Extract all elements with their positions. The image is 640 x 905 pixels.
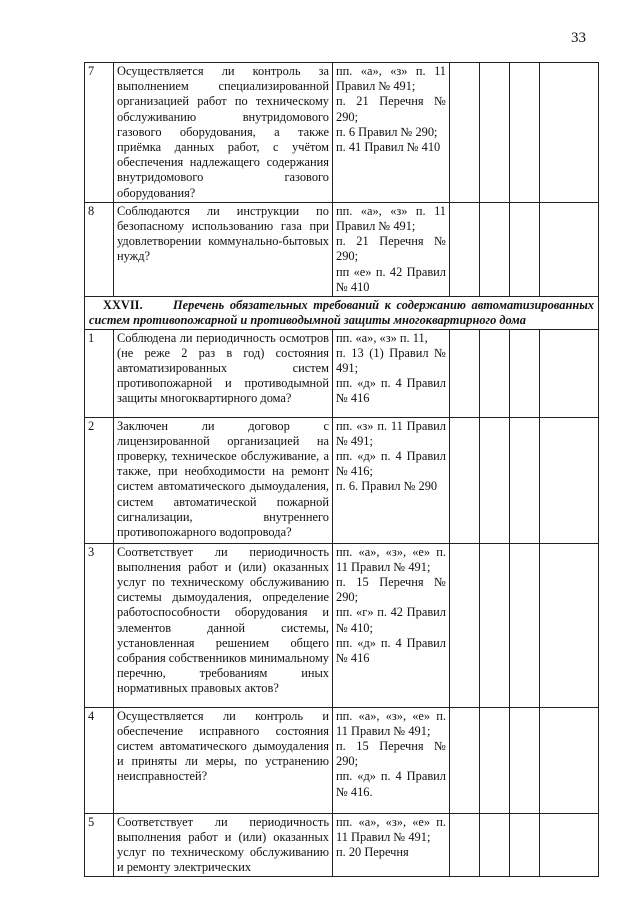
reference-line: пп. «д» п. 4 Правил № 416; — [336, 449, 446, 479]
answer-yes-cell[interactable] — [450, 329, 480, 417]
note-cell[interactable] — [540, 202, 599, 296]
requirement-question: Соответствует ли периодичность выполнения работ и (или) оказанных услуг по техническому обслуживанию системы дымоудаления, определение работоспособности оборудования и элементов данной системы, установленная решением общего собрания собственников минимальному перечню, требованиям иных нормативных правовых актов? — [114, 543, 333, 707]
legal-reference — [333, 813, 450, 877]
answer-yes-cell[interactable] — [450, 417, 480, 543]
note-cell[interactable] — [540, 543, 599, 707]
reference-line: пп. «а», «з», «е» п. 11 Правил № 491; — [336, 544, 446, 574]
requirement-question: Соблюдаются ли инструкции по безопасному использованию газа при удовлетворении коммунально-бытовых нужд? — [114, 202, 333, 296]
answer-no-cell[interactable] — [480, 543, 510, 707]
legal-reference — [333, 543, 450, 707]
reference-line: пп. «д» п. 4 Правил № 416 — [336, 376, 446, 406]
table-row — [85, 813, 599, 877]
row-number: 4 — [85, 707, 114, 813]
legal-reference — [333, 202, 450, 296]
answer-no-cell[interactable] — [480, 329, 510, 417]
legal-reference — [333, 417, 450, 543]
answer-na-cell[interactable] — [510, 329, 540, 417]
reference-line: п. 21 Перечня № 290; — [336, 234, 446, 264]
requirement-question: Соблюдена ли периодичность осмотров (не реже 2 раз в год) состояния автоматизированных систем противопожарной и противодымной защиты многоквартирного дома? — [114, 329, 333, 417]
requirement-question: Заключен ли договор с лицензированной организацией на проверку, техническое обслуживание, а также, при необходимости на ремонт систем автоматического дымоудаления, систем автоматической пожарной сигнализации, внутреннего противопожарного водопровода? — [114, 417, 333, 543]
reference-line: пп. «а», «з», «е» п. 11 Правил № 491; — [336, 814, 446, 844]
row-number: 1 — [85, 329, 114, 417]
answer-yes-cell[interactable] — [450, 63, 480, 203]
legal-reference — [333, 707, 450, 813]
answer-na-cell[interactable] — [510, 813, 540, 877]
answer-yes-cell[interactable] — [450, 707, 480, 813]
row-number: 2 — [85, 417, 114, 543]
table-row — [85, 329, 599, 417]
reference-line: пп. «д» п. 4 Правил № 416 — [336, 635, 446, 666]
table-row — [85, 63, 599, 203]
answer-no-cell[interactable] — [480, 202, 510, 296]
reference-line: пп. «а», «з» п. 11 Правил № 491; — [336, 64, 446, 94]
page-number: 33 — [571, 30, 586, 46]
section-number: XXVII. — [103, 298, 143, 313]
answer-yes-cell[interactable] — [450, 813, 480, 877]
row-number: 5 — [85, 813, 114, 877]
note-cell[interactable] — [540, 707, 599, 813]
requirements-table — [84, 62, 599, 877]
table-row — [85, 417, 599, 543]
table-body-bottom — [85, 329, 599, 877]
reference-line: п. 21 Перечня № 290; — [336, 94, 446, 124]
requirement-question: Осуществляется ли контроль и обеспечение исправного состояния систем автоматического дымоудаления и приняты ли меры, по устранению неисправностей? — [114, 707, 333, 813]
section-title: Перечень обязательных требований к содержанию автоматизированных систем противопожарной и противодымной защиты многоквартирного дома — [89, 298, 594, 327]
reference-line: п. 6 Правил № 290; — [336, 124, 438, 139]
legal-reference — [333, 329, 450, 417]
reference-line: пп. «д» п. 4 Правил № 416. — [336, 769, 446, 799]
note-cell[interactable] — [540, 329, 599, 417]
reference-line: пп. «г» п. 42 Правил № 410; — [336, 605, 446, 635]
table-row — [85, 707, 599, 813]
answer-na-cell[interactable] — [510, 543, 540, 707]
reference-line: п. 6. Правил № 290 — [336, 479, 438, 494]
answer-na-cell[interactable] — [510, 202, 540, 296]
reference-line: пп «е» п. 42 Правил № 410 — [336, 264, 446, 294]
reference-line: п. 20 Перечня — [336, 845, 409, 860]
table-body-top — [85, 63, 599, 297]
row-number: 3 — [85, 543, 114, 707]
reference-line: пп. «а», «з» п. 11, — [336, 330, 428, 345]
reference-line: п. 15 Перечня № 290; — [336, 575, 446, 605]
answer-na-cell[interactable] — [510, 707, 540, 813]
answer-no-cell[interactable] — [480, 707, 510, 813]
requirement-question: Соответствует ли периодичность выполнения работ и (или) оказанных услуг по техническому обслуживанию и ремонту электрических — [114, 813, 333, 877]
answer-no-cell[interactable] — [480, 813, 510, 877]
reference-line: п. 13 (1) Правил № 491; — [336, 345, 446, 376]
section-header-row — [85, 297, 599, 330]
answer-yes-cell[interactable] — [450, 202, 480, 296]
answer-no-cell[interactable] — [480, 63, 510, 203]
row-number: 7 — [85, 63, 114, 203]
answer-na-cell[interactable] — [510, 417, 540, 543]
section-header-cell — [85, 297, 599, 330]
reference-line: пп. «з» п. 11 Правил № 491; — [336, 418, 446, 448]
table-row — [85, 543, 599, 707]
legal-reference — [333, 63, 450, 203]
reference-line: пп. «а», «з» п. 11 Правил № 491; — [336, 203, 446, 234]
reference-line: пп. «а», «з», «е» п. 11 Правил № 491; — [336, 708, 446, 738]
answer-yes-cell[interactable] — [450, 543, 480, 707]
note-cell[interactable] — [540, 813, 599, 877]
answer-na-cell[interactable] — [510, 63, 540, 203]
note-cell[interactable] — [540, 417, 599, 543]
reference-line: п. 15 Перечня № 290; — [336, 739, 446, 769]
note-cell[interactable] — [540, 63, 599, 203]
answer-no-cell[interactable] — [480, 417, 510, 543]
section-body — [85, 297, 599, 330]
row-number: 8 — [85, 202, 114, 296]
table-row — [85, 202, 599, 296]
reference-line: п. 41 Правил № 410 — [336, 140, 441, 155]
requirement-question: Осуществляется ли контроль за выполнением специализированной организацией работ по техническому обслуживанию внутридомового газового оборудования, а также приёмка данных работ, с учётом обеспечения надлежащего содержания внутридомового газового оборудования? — [114, 63, 333, 203]
